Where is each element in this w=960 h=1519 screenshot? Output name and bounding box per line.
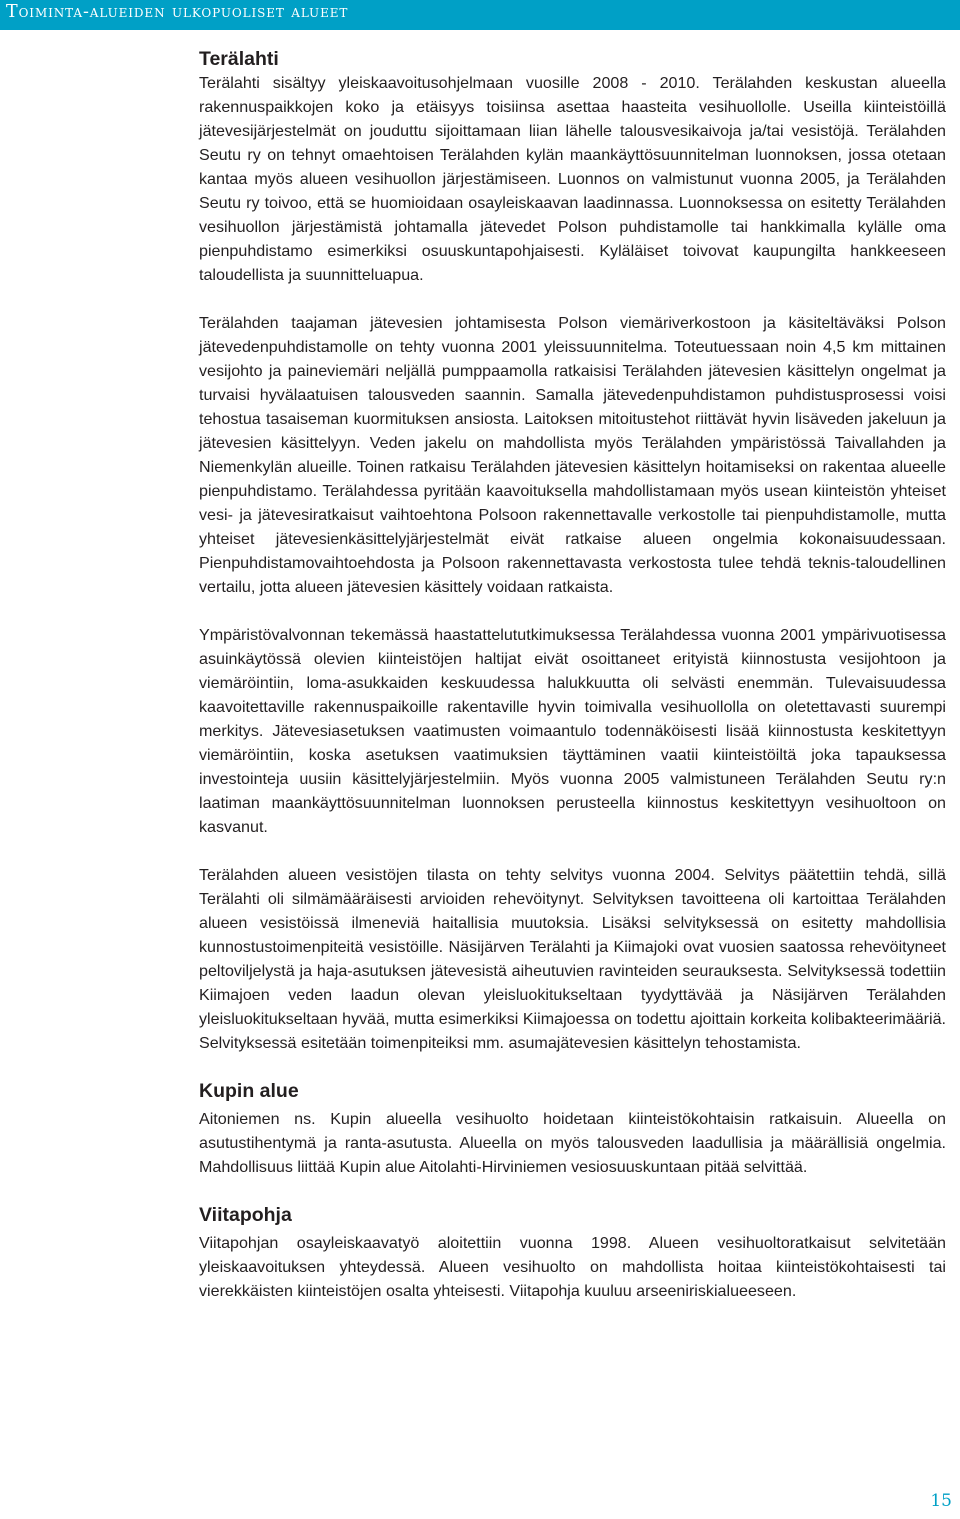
heading-viitapohja: Viitapohja xyxy=(199,1204,292,1226)
paragraph-teralahti-1: Terälahti sisältyy yleiskaavoitusohjelmaan vuosille 2008 - 2010. Terälahden keskustan alueella rakennuspaikkojen koko ja etäisyys toisiinsa asettaa haasteita vesihuollolle. Useilla kiinteistöillä jätevesijärjestelmät on jouduttu sijoittamaan liian lähelle talousvesikaivoja ja/tai vesistöjä. Terälahden Seutu ry on tehnyt omaehtoisen Terälahden kylän maankäyttösuunnitelman luonnoksen, jossa otetaan kantaa myös alueen vesihuollon järjestämiseen. Luonnos on valmistunut vuonna 2005, ja Terälahden Seutu ry toivoo, että se huomioidaan osayleiskaavan laadinnassa. Luonnoksessa on esitetty Terälahden vesihuollon järjestämistä johtamalla jätevedet Polson puhdistamolle tai hankkimalla kylälle oma pienpuhdistamo esimerkiksi osuuskuntapohjaisesti. Kyläläiset toivovat kaupungilta hankkeeseen taloudellista ja suunnitteluapua. xyxy=(199,74,946,284)
paragraph-teralahti-3: Ympäristövalvonnan tekemässä haastattelututkimuksessa Terälahdessa vuonna 2001 ympärivuotisessa asuinkäytössä olevien kiinteistöjen haltijat eivät osoittaneet erityistä kiinnostusta vesijohtoon ja viemäröintiin, loma-asukkaiden keskuudessa halukkuutta oli selvästi enemmän. Tulevaisuudessa kaavoitettaville rakennuspaikoille rakentaville hyvin toimivalla vesihuollolla on oletettavasti suurempi merkitys. Jätevesiasetuksen vaatimusten voimaantulo todennäköisesti lisää kiinnostusta keskitettyyn viemäröintiin, koska asetuksen vaatimuksien täyttäminen vaatii kiinteistöiltä joka tapauksessa investointeja uusiin käsittelyjärjestelmiin. Myös vuonna 2005 valmistuneen Terälahden Seutu ry:n laatiman maankäyttösuunnitelman luonnoksen perusteella kiinnostus keskitettyyn vesihuoltoon on kasvanut. xyxy=(199,626,946,836)
page-number: 15 xyxy=(930,1491,952,1511)
heading-teralahti: Terälahti xyxy=(199,48,279,70)
page-content xyxy=(199,47,946,1303)
paragraph-teralahti-4: Terälahden alueen vesistöjen tilasta on tehty selvitys vuonna 2004. Selvitys päätettiin tehdä, sillä Terälahti oli silmämääräisesti arvioiden rehevöitynyt. Selvityksen tavoitteena oli kartoittaa Terälahden alueen vesistöissä ilmeneviä haitallisia muutoksia. Lisäksi selvityksessä on esitetty mahdollisia kunnostustoimenpiteitä vesistöille. Näsijärven Terälahti ja Kiimajoki ovat vuosien saatossa rehevöityneet peltoviljelystä ja haja-asutuksen jätevesistä aiheutuvien ravinteiden seurauksesta. Selvityksessä todettiin Kiimajoen veden laadun olevan yleisluokitukseltaan tyydyttävää ja Näsijärven Terälahden yleisluokitukseltaan hyvää, mutta esimerkiksi Kiimajoessa on todettu ajoittain korkeita kolibakteerimääriä. Selvityksessä esitetään toimenpiteiksi mm. asumajätevesien käsittelyn tehostamista. xyxy=(199,866,946,1052)
paragraph-viitapohja: Viitapohjan osayleiskaavatyö aloitettiin vuonna 1998. Alueen vesihuoltoratkaisut selvitetään yleiskaavoituksen yhteydessä. Alueen vesihuolto on mahdollista hoitaa kiinteistökohtaisesti tai vierekkäisten kiinteistöjen osalta yhteisesti. Viitapohja kuuluu arseeniriskialueeseen. xyxy=(199,1234,946,1300)
running-header-title: Toiminta-alueiden ulkopuoliset alueet xyxy=(6,2,349,22)
paragraph-teralahti-2: Terälahden taajaman jätevesien johtamisesta Polson viemäriverkostoon ja käsiteltäväksi Polson jätevedenpuhdistamolle on tehty vuonna 2001 yleissuunnitelma. Toteutuessaan noin 4,5 km mittainen vesijohto ja paineviemäri neljällä pumppaamolla ratkaisisi Terälahden jätevesien käsittelyn ongelmat ja turvaisi hyvälaatuisen talousveden saannin. Samalla jätevedenpuhdistamon puhdistusprosessi voisi tehostua tasaiseman kuormituksen ansiosta. Laitoksen mitoitustehot riittävät hyvin lisäveden jakeluun ja jätevesien käsittelyyn. Veden jakelu on mahdollista myös Terälahden ympäristössä Taivallahden ja Niemenkylän alueille. Toinen ratkaisu Terälahden jätevesien käsittelyn hoitamiseksi on rakentaa alueelle pienpuhdistamo. Terälahdessa pyritään kaavoituksella mahdollistamaan myös usean kiinteistön yhteiset vesi- ja jätevesiratkaisut vaihtoehtona Polsoon rakennettavalle verkostolle tai pienpuhdistamolle, mutta yhteiset jätevesienkäsittelyjärjestelmät eivät ratkaise alueen ongelmia kokonaisuudessaan. Pienpuhdistamovaihtoehdosta ja Polsoon rakennettavasta verkostosta tulee tehdä teknis-taloudellinen vertailu, jotta alueen jätevesien käsittely voidaan ratkaista. xyxy=(199,314,946,596)
header-bar xyxy=(0,0,960,30)
paragraph-kupin-alue: Aitoniemen ns. Kupin alueella vesihuolto hoidetaan kiinteistökohtaisin ratkaisuin. Alueella on asutustihentymä ja ranta-asutusta. Alueella on myös talousveden laadullisia ja määrällisiä ongelmia. Mahdollisuus liittää Kupin alue Aitolahti-Hirviniemen vesiosuuskuntaan pitää selvittää. xyxy=(199,1110,946,1176)
heading-kupin-alue: Kupin alue xyxy=(199,1080,299,1102)
